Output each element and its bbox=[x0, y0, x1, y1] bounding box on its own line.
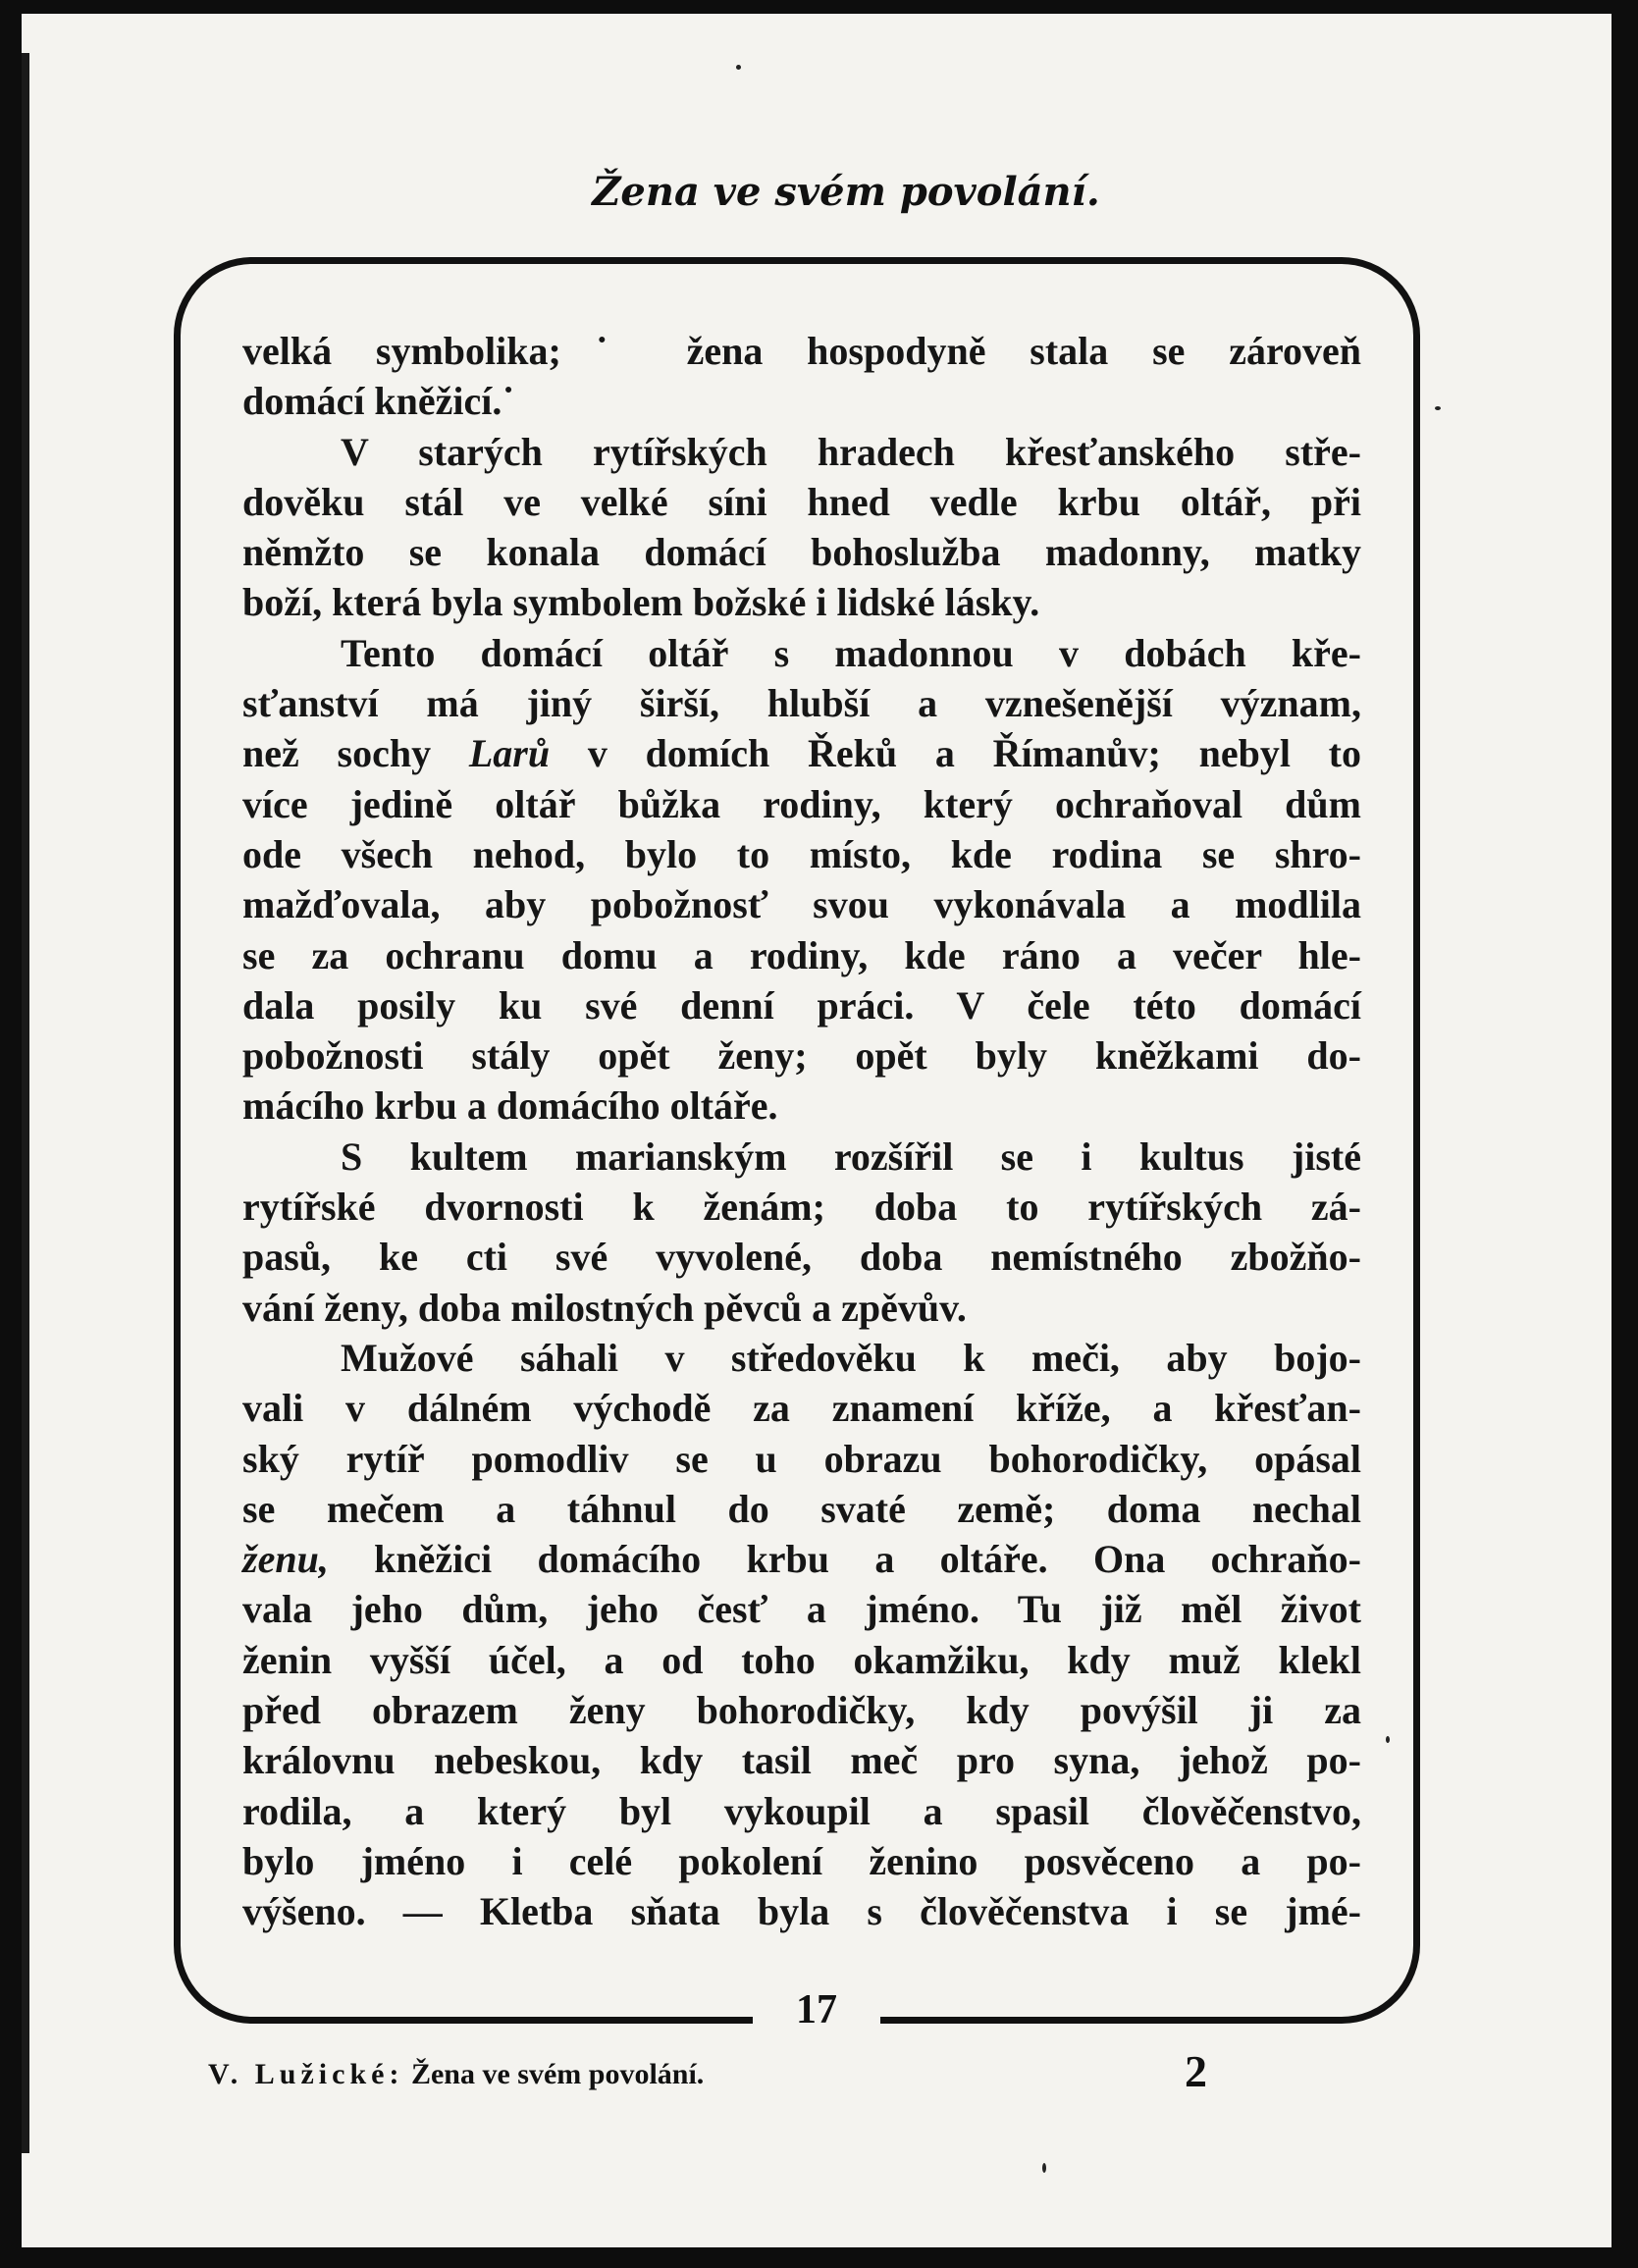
text-line bbox=[242, 728, 1361, 778]
text-line: vání ženy, doba milostných pěvců a zpěvův. bbox=[242, 1285, 967, 1330]
text-line: pasů, ke cti své vyvolené, doba nemístného zbožňo- bbox=[242, 1235, 1361, 1280]
text-line: rodila, a který byl vykoupil a spasil člověčenstvo, bbox=[242, 1788, 1361, 1833]
text-line: boží, která byla symbolem božské i lidské lásky. bbox=[242, 580, 1040, 625]
body-text bbox=[242, 326, 1361, 1937]
italic-word: ženu, bbox=[242, 1537, 329, 1582]
text-line: domácí kněžicí.˙ bbox=[242, 379, 515, 424]
print-speck bbox=[736, 65, 741, 70]
text-line: ský rytíř pomodliv se u obrazu bohorodičky, opásal bbox=[242, 1436, 1361, 1481]
footer-signature bbox=[208, 2058, 704, 2091]
italic-word: Larů bbox=[468, 731, 551, 776]
book-page bbox=[22, 14, 1612, 2247]
page-number: 17 bbox=[796, 1987, 837, 2032]
text-line: vala jeho dům, jeho česť a jméno. Tu již měl život bbox=[242, 1587, 1361, 1632]
text-line: ženin vyšší účel, a od toho okamžiku, kdy muž klekl bbox=[242, 1637, 1361, 1682]
text-line: rytířské dvornosti k ženám; doba to rytířských zá- bbox=[242, 1185, 1361, 1230]
text-line: královnu nebeskou, kdy tasil meč pro syna, jehož po- bbox=[242, 1738, 1361, 1783]
text-line: před obrazem ženy bohorodičky, kdy povýšil ji za bbox=[242, 1688, 1361, 1733]
text-line: ode všech nehod, bylo to místo, kde rodina se shro- bbox=[242, 831, 1361, 876]
text-line: pobožnosti stály opět ženy; opět byly kněžkami do- bbox=[242, 1033, 1361, 1079]
print-speck bbox=[1435, 406, 1441, 410]
text-line: se za ochranu domu a rodiny, kde ráno a večer hle- bbox=[242, 932, 1361, 977]
sheet-signature-mark: 2 bbox=[1185, 2046, 1207, 2096]
text-line: mažďovala, aby pobožnosť svou vykonávala a modlila bbox=[242, 882, 1361, 927]
print-speck bbox=[1042, 2163, 1046, 2173]
text-line: němžto se konala domácí bohoslužba madonny, matky bbox=[242, 530, 1361, 575]
footer-title: Žena ve svém povolání. bbox=[410, 2058, 705, 2090]
text-line: se mečem a táhnul do svaté země; doma nechal bbox=[242, 1486, 1361, 1531]
text-line: Mužové sáhali v středověku k meči, aby bojo- bbox=[341, 1335, 1361, 1380]
text-line bbox=[242, 1534, 1361, 1584]
text-line: Tento domácí oltář s madonnou v dobách kře- bbox=[341, 630, 1361, 675]
text-line: V starých rytířských hradech křesťanského stře- bbox=[341, 429, 1361, 474]
text-line: sťanství má jiný širší, hlubší a vznešenější význam, bbox=[242, 681, 1361, 726]
text-segment: v domích Řeků a Římanův; nebyl to bbox=[550, 731, 1362, 776]
text-line: výšeno. — Kletba sňata byla s člověčenstva i se jmé- bbox=[242, 1889, 1361, 1934]
text-segment: kněžici domácího krbu a oltáře. Ona ochraňo- bbox=[328, 1537, 1361, 1582]
binding-edge bbox=[22, 53, 29, 2153]
text-line: velká symbolika;˙ žena hospodyně stala se zároveň bbox=[242, 329, 1361, 373]
text-line: S kultem marianským rozšířil se i kultus jisté bbox=[341, 1134, 1361, 1179]
text-line: vali v dálném východě za znamení kříže, a křesťan- bbox=[242, 1386, 1361, 1431]
text-line: bylo jméno i celé pokolení ženino posvěceno a po- bbox=[242, 1838, 1361, 1883]
text-line: více jedině oltář bůžka rodiny, který ochraňoval dům bbox=[242, 781, 1361, 826]
text-segment: než sochy bbox=[242, 731, 469, 776]
text-line: dala posily ku své denní práci. V čele této domácí bbox=[242, 982, 1361, 1028]
text-line: dověku stál ve velké síni hned vedle krbu oltář, při bbox=[242, 479, 1361, 524]
footer-author: V. Lužické: bbox=[208, 2058, 404, 2090]
running-title: Žena ve svém povolání. bbox=[592, 169, 1100, 215]
text-line: mácího krbu a domácího oltáře. bbox=[242, 1083, 778, 1129]
print-speck bbox=[1386, 1736, 1390, 1743]
